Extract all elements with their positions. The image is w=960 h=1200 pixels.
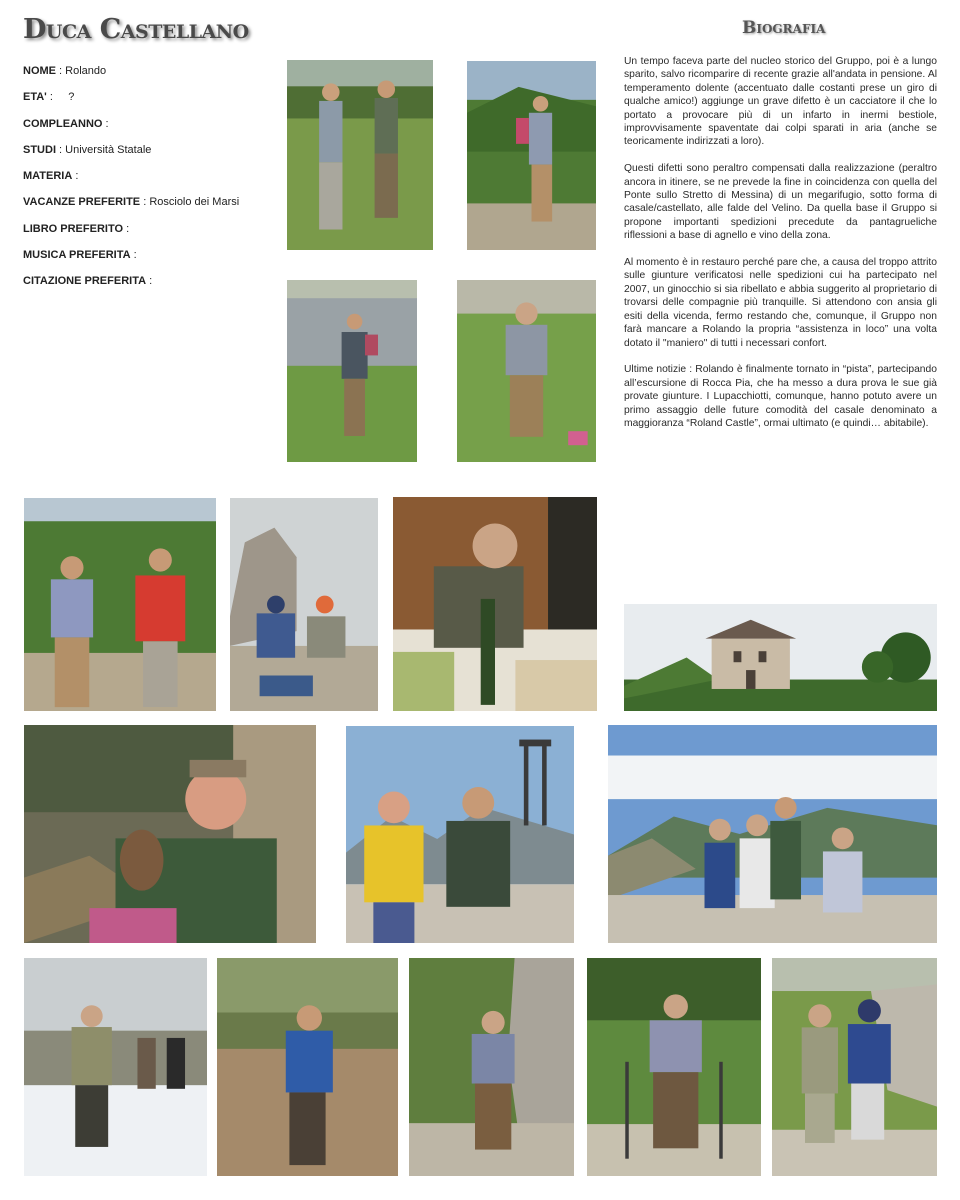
photo-hiker-poles-meadow	[587, 958, 761, 1176]
bio-paragraph: Al momento è in restauro perché pare che, a causa del troppo attrito sulle giunture verificatosi nelle spedizioni cui ha partecipato nel 2007, un ginocchio si sia ribellato e abbia suggerito al proprietario di trovarsi delle compagnie più tranquille. Si attendono con ansia gli esiti della vicenda, fermo restando che, comunque, il Gruppo non farà mancare a Rolando la propria “assistenza in loco” una volta dotato il "maniero" di tutti i necessari confort.	[624, 257, 937, 349]
photo-hiker-standing	[457, 280, 596, 462]
profile-label: VACANZE PREFERITE	[23, 196, 141, 209]
profile-birthday: COMPLEANNO :	[23, 117, 109, 130]
bio-paragraph: Questi difetti sono peraltro compensati dalla realizzazione (peraltro ancora in itinere, se ne prevede la fine in coincidenza con quella del Ponte sullo Stretto di Messina) di un megarifugio, sotto forma di casale/castellato, alle falde del Velino. Da quella base il Gruppo si propone importanti spedizioni precedute da pantagrueliche riflessioni a base di agnello e vino della zona.	[624, 163, 937, 242]
profile-label: CITAZIONE PREFERITA	[23, 275, 147, 288]
profile-value: Università Statale	[65, 143, 152, 156]
profile-label: ETA'	[23, 91, 47, 104]
page-title: Duca Castellano	[23, 14, 249, 45]
photo-snowshoe-hike	[24, 958, 207, 1176]
profile-label: MUSICA PREFERITA	[23, 249, 131, 262]
profile-label: COMPLEANNO	[23, 117, 103, 130]
profile-name: NOME : Rolando	[23, 65, 107, 77]
biography-text	[624, 55, 937, 444]
photo-dinner-table-wine	[393, 497, 597, 711]
photo-two-hikers-rocks	[772, 958, 937, 1176]
profile-label: LIBRO PREFERITO	[23, 222, 124, 235]
photo-summit-cross-pair	[346, 726, 574, 943]
photo-hiker-lake	[287, 280, 417, 462]
photo-summit-cairn-rest	[230, 498, 378, 711]
profile-label: MATERIA	[23, 170, 73, 183]
profile-age: ETA' : ?	[23, 91, 75, 104]
profile-subject: MATERIA :	[23, 170, 79, 183]
profile-label: NOME	[23, 65, 56, 77]
photo-two-hikers-forest	[24, 498, 216, 711]
profile-value: ?	[68, 91, 75, 104]
profile-label: STUDI	[23, 143, 56, 156]
photo-man-with-canteen	[24, 725, 316, 943]
photo-hiker-rocky-path	[409, 958, 574, 1176]
profile-book: LIBRO PREFERITO :	[23, 222, 130, 235]
biography-heading: Biografia	[742, 18, 826, 38]
bio-paragraph: Ultime notizie : Rolando è finalmente tornato in “pista”, partecipando all’escursione di Rocca Pia, che ha messo a dura prova le sue già provate giunture. I Lupacchiotti, comunque, hanno potuto avere un primo assaggio delle future comodità del casale denominato a maggioranza “Roland Castle”, ormai ultimato (e quindi… abitabile).	[624, 364, 937, 429]
profile-studies: STUDI : Università Statale	[23, 143, 152, 156]
profile-value: Rolando	[65, 65, 107, 77]
profile-holidays: VACANZE PREFERITE : Rosciolo dei Marsi	[23, 196, 240, 209]
photo-hiker-blue-jacket	[217, 958, 398, 1176]
profile-music: MUSICA PREFERITA :	[23, 249, 137, 262]
profile-quote: CITAZIONE PREFERITA :	[23, 275, 153, 288]
photo-group-mountain-view	[608, 725, 937, 943]
photo-stone-house	[624, 604, 937, 711]
profile-value: Rosciolo dei Marsi	[149, 196, 240, 209]
photo-hikers-pair-meadow	[287, 60, 433, 250]
profile-info	[23, 58, 273, 295]
bio-paragraph: Un tempo faceva parte del nucleo storico del Gruppo, poi è a lungo sparito, salvo ricomparire di recente grazie all'andata in pensione. Al temperamento dolente (accentuato dalle costanti prese un giro di qualche amico!) aggiunge un grave difetto è un cacciatore il che lo portato a provocare più di un infarto in inermi bestiole, improvvisamente spaventate dai colpi sparati in aria (anche se teoricamente indirizzati a loro).	[624, 56, 937, 148]
photo-hiker-trail	[467, 61, 596, 250]
